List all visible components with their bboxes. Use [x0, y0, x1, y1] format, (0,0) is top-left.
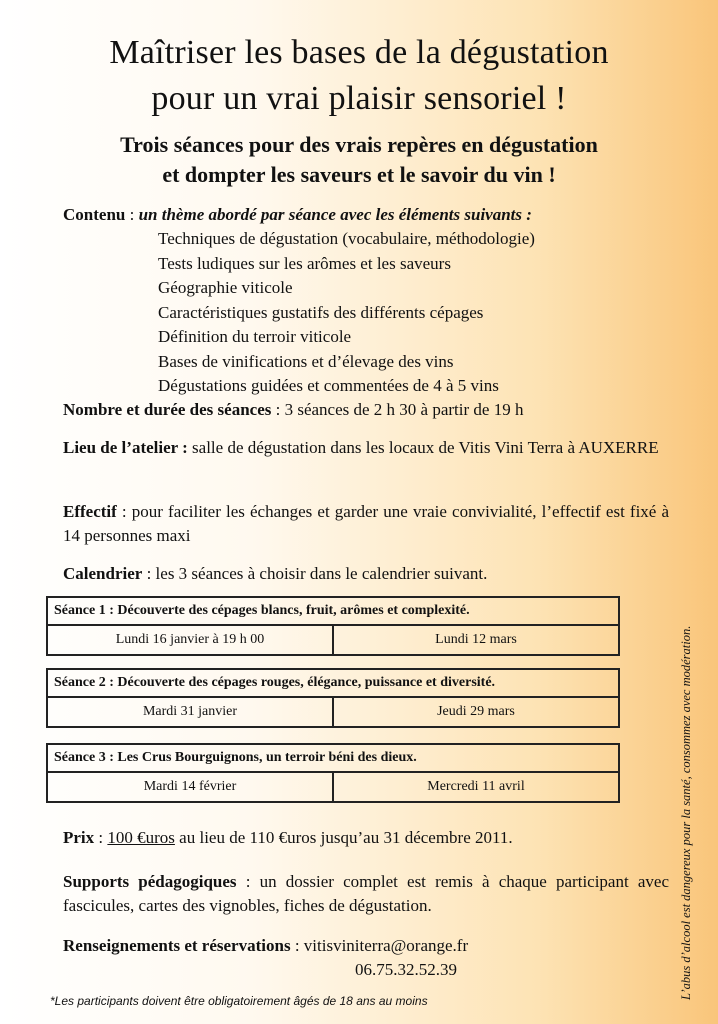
list-item: Tests ludiques sur les arômes et les saveurs: [158, 253, 451, 273]
seance-1-table: [46, 596, 620, 656]
phone-number: 06.75.32.52.39: [355, 960, 457, 979]
seance-1-date-1: Lundi 16 janvier à 19 h 00: [115, 632, 265, 647]
prix-sep: :: [94, 828, 108, 847]
footnote: *Les participants doivent être obligatoirement âgés de 18 ans au moins: [50, 994, 428, 1008]
seance-2-table: [46, 668, 620, 728]
lieu-label: Lieu de l’atelier :: [63, 438, 188, 457]
seance-1-title: Séance 1 : Découverte des cépages blancs, fruit, arômes et complexité.: [48, 598, 618, 626]
prix-label: Prix: [63, 828, 95, 847]
list-item: Caractéristiques gustatifs des différents cépages: [158, 302, 484, 322]
effectif-section: [63, 500, 669, 548]
nombre-text: : 3 séances de 2 h 30 à partir de 19 h: [271, 400, 524, 419]
list-item: Bases de vinifications et d’élevage des vins: [158, 351, 454, 371]
renseignements-text: : vitisviniterra@orange.fr: [290, 936, 469, 955]
list-item: Géographie viticole: [158, 278, 293, 297]
subtitle-line-2: et dompter les saveurs et le savoir du vin !: [162, 162, 556, 187]
nombre-section: [63, 398, 669, 422]
calendrier-label: Calendrier: [63, 564, 143, 583]
seance-2-date-2: Jeudi 29 mars: [332, 698, 618, 726]
lieu-text: salle de dégustation dans les locaux de Vitis Vini Terra à AUXERRE: [187, 438, 659, 457]
effectif-label: Effectif: [63, 502, 117, 521]
calendrier-text: : les 3 séances à choisir dans le calendrier suivant.: [142, 564, 488, 583]
seance-3-date-2: Mercredi 11 avril: [332, 773, 618, 801]
list-item: Techniques de dégustation (vocabulaire, méthodologie): [158, 229, 535, 248]
prix-text: au lieu de 110 €uros jusqu’au 31 décembre 2011.: [174, 828, 513, 847]
seance-3-title: Séance 3 : Les Crus Bourguignons, un terroir béni des dieux.: [48, 745, 618, 773]
lieu-section: [63, 436, 669, 460]
contenu-section: Contenu : un thème abordé par séance avec les éléments suivants : Techniques de dégustation (vocabulaire, méthodologie) Tests ludiques sur les arômes et les saveurs Géographie viticole Caractéristiques gustatifs des différents cépages Définition du terroir viticole Bases de vinifications et d’élevage des vins Dégustations guidées et commentées de 4 à 5 vins: [63, 203, 669, 399]
supports-label: Supports pédagogiques: [63, 872, 237, 891]
prix-section: [63, 826, 669, 850]
page-title: [0, 30, 718, 122]
seance-2-title: Séance 2 : Découverte des cépages rouges, élégance, puissance et diversité.: [48, 670, 618, 698]
nombre-label: Nombre et durée des séances: [63, 400, 272, 419]
seance-3-date-1: Mardi 14 février: [143, 779, 237, 794]
health-notice: L’abus d’alcool est dangereux pour la santé, consommez avec modération.: [679, 625, 693, 1000]
seance-2-date-1: Mardi 31 janvier: [142, 704, 238, 719]
prix-price: 100 €uros: [107, 828, 175, 847]
contenu-list: [63, 227, 669, 399]
supports-text: : un dossier complet est remis à chaque participant avec fascicules, cartes des vignobles, fiches de dégustation.: [63, 872, 670, 915]
title-line-1: Maîtriser les bases de la dégustation: [109, 34, 609, 71]
list-item: Dégustations guidées et commentées de 4 à 5 vins: [158, 376, 499, 395]
renseignements-section: [63, 934, 669, 982]
list-item: Définition du terroir viticole: [158, 327, 352, 346]
seance-1-date-2: Lundi 12 mars: [332, 626, 618, 654]
subtitle-line-1: Trois séances pour des vrais repères en dégustation: [120, 132, 598, 157]
contenu-label: Contenu: [63, 205, 126, 224]
title-line-2: pour un vrai plaisir sensoriel !: [151, 80, 567, 117]
effectif-text: : pour faciliter les échanges et garder une vraie convivialité, l’effectif est fixé à 14 personnes maxi: [63, 502, 669, 545]
renseignements-label: Renseignements et réservations: [63, 936, 291, 955]
contenu-intro: un thème abordé par séance avec les éléments suivants :: [138, 205, 532, 224]
subtitle: [0, 130, 718, 190]
calendrier-section: [63, 562, 669, 586]
seance-3-table: [46, 743, 620, 803]
supports-section: [63, 870, 669, 918]
